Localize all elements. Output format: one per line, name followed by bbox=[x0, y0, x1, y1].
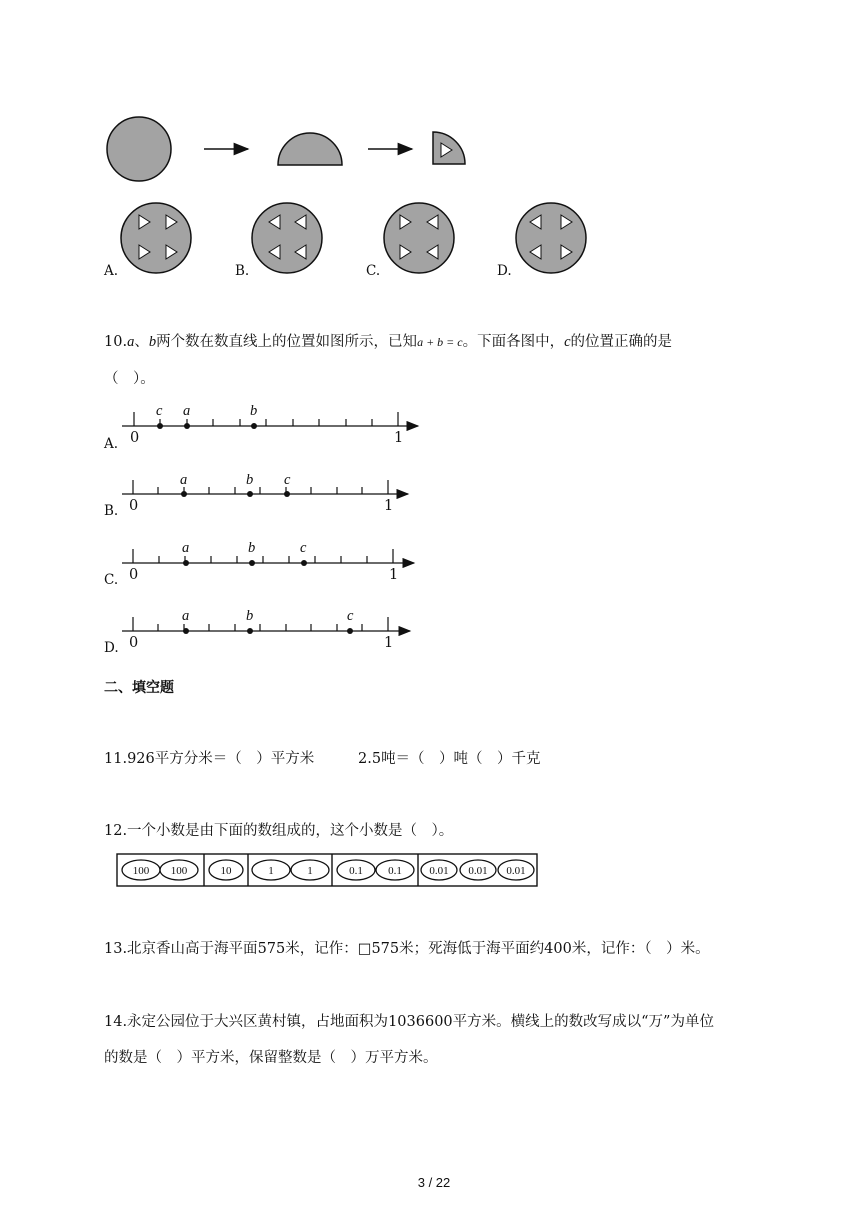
line-d-label-a: a bbox=[182, 608, 190, 624]
option-d-circle bbox=[516, 203, 586, 273]
q12-stem: 12.一个小数是由下面的数组成的，这个小数是（ ）。 bbox=[104, 823, 454, 839]
q13-text4: 米，记作：（ ）米。 bbox=[571, 941, 710, 957]
q13-text2: 米，记作：□ bbox=[285, 941, 372, 957]
line-b-one: 1 bbox=[384, 498, 394, 514]
line-a-letter: A. bbox=[104, 436, 119, 452]
q9-option-b-label: B. bbox=[235, 263, 250, 279]
oval-text: 1 bbox=[268, 865, 274, 877]
oval-text: 0.01 bbox=[468, 865, 488, 877]
q14-text1: 14.永定公园位于大兴区黄村镇，占地面积为 bbox=[104, 1014, 389, 1030]
line-a-label-b: b bbox=[250, 403, 258, 419]
q13-text3: 米；死海低于海平面约 bbox=[399, 941, 545, 957]
number-line-d bbox=[122, 617, 410, 634]
q9-option-d-label: D. bbox=[497, 263, 512, 279]
q11-number: 11. bbox=[104, 751, 128, 767]
q11-part2 bbox=[358, 747, 541, 768]
q14-value: 1036600 bbox=[388, 1014, 453, 1030]
oval-text: 100 bbox=[132, 865, 150, 877]
line-d-letter: D. bbox=[104, 640, 119, 656]
q12-number-table bbox=[116, 853, 540, 889]
oval-text: 0.1 bbox=[388, 865, 402, 877]
q10-stem bbox=[104, 330, 672, 351]
q13-text1: 13.北京香山高于海平面 bbox=[104, 941, 258, 957]
line-a-label-a: a bbox=[183, 403, 191, 419]
line-b-letter: B. bbox=[104, 503, 119, 519]
line-c-label-c: c bbox=[300, 540, 307, 556]
oval-text: 100 bbox=[170, 865, 188, 877]
q13-stem bbox=[104, 937, 710, 958]
oval-text: 0.01 bbox=[429, 865, 449, 877]
number-line-b bbox=[122, 480, 408, 497]
q11-text1: 平方分米＝（ ）平方米 bbox=[154, 751, 315, 767]
q10-number: 10. bbox=[104, 334, 128, 350]
q10-text2: 。下面各图中， bbox=[462, 334, 565, 350]
q9-figures bbox=[0, 0, 868, 300]
q11-value1: 926 bbox=[127, 751, 155, 767]
q14-stem bbox=[104, 1010, 714, 1031]
q10-var-b: b bbox=[148, 334, 157, 350]
number-line-a bbox=[122, 412, 418, 429]
line-c-zero: 0 bbox=[129, 567, 139, 583]
q13-v3: 400 bbox=[544, 941, 572, 957]
full-circle-shape bbox=[107, 117, 171, 181]
half-circle-shape bbox=[278, 133, 342, 165]
q13-v1: 575 bbox=[257, 941, 286, 957]
q14-line2: 的数是（ ）平方米，保留整数是（ ）万平方米。 bbox=[104, 1050, 438, 1066]
q10-equation: a + b = c bbox=[417, 335, 463, 349]
line-c-label-a: a bbox=[182, 540, 190, 556]
oval-text: 1 bbox=[307, 865, 313, 877]
line-a-one: 1 bbox=[394, 430, 404, 446]
line-b-zero: 0 bbox=[129, 498, 139, 514]
q14-text2: 平方米。横线上的数改写成以“万”为单位 bbox=[452, 1014, 714, 1030]
line-d-zero: 0 bbox=[129, 635, 139, 651]
option-c-circle bbox=[384, 203, 454, 273]
line-a-zero: 0 bbox=[130, 430, 140, 446]
q10-sep: 、 bbox=[134, 334, 149, 350]
line-c-label-b: b bbox=[248, 540, 256, 556]
line-b-label-a: a bbox=[180, 472, 188, 488]
q9-option-c-label: C. bbox=[366, 263, 381, 279]
q10-var-a: a bbox=[127, 334, 135, 350]
option-b-circle bbox=[252, 203, 322, 273]
page-number: 3 / 22 bbox=[417, 1175, 451, 1190]
line-d-label-c: c bbox=[347, 608, 354, 624]
q11-stem bbox=[104, 747, 314, 768]
line-c-one: 1 bbox=[389, 567, 399, 583]
line-d-label-b: b bbox=[246, 608, 254, 624]
line-c-letter: C. bbox=[104, 572, 119, 588]
section-title: 二、填空题 bbox=[104, 680, 174, 696]
oval-text: 10 bbox=[220, 865, 232, 877]
oval-text: 0.1 bbox=[349, 865, 363, 877]
q11-value2: 2.5 bbox=[358, 751, 382, 767]
q10-var-c: c bbox=[564, 334, 571, 350]
option-a-circle bbox=[121, 203, 191, 273]
number-line-c bbox=[122, 549, 414, 566]
q10-text1: 两个数在数直线上的位置如图所示，已知 bbox=[156, 334, 418, 350]
line-b-label-c: c bbox=[284, 472, 291, 488]
q9-option-a-label: A. bbox=[104, 263, 119, 279]
q10-text3: 的位置正确的是 bbox=[570, 334, 673, 350]
line-d-one: 1 bbox=[384, 635, 394, 651]
q10-blank: （ ）。 bbox=[104, 371, 155, 387]
q13-v2: 575 bbox=[371, 941, 400, 957]
oval-text: 0.01 bbox=[506, 865, 526, 877]
q11-text2: 吨＝（ ）吨（ ）千克 bbox=[381, 751, 541, 767]
line-b-label-b: b bbox=[246, 472, 254, 488]
line-a-label-c: c bbox=[156, 403, 163, 419]
